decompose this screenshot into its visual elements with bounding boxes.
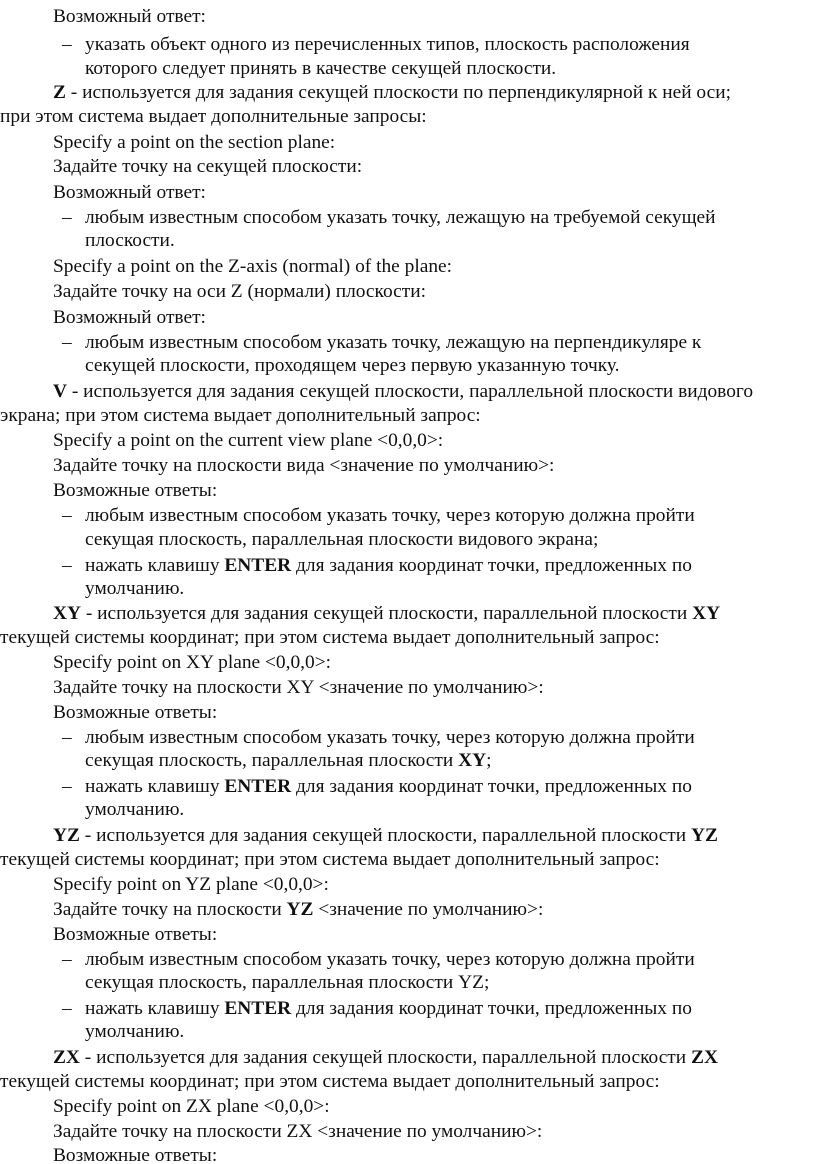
prompt-line: Specify a point on the section plane: bbox=[53, 132, 336, 153]
option-key: XY bbox=[53, 603, 82, 624]
text-line: Возможный ответ: bbox=[53, 307, 206, 328]
prompt-line: Specify point on ZX plane <0,0,0>: bbox=[53, 1096, 330, 1117]
list-item-text: любым известным способом указать точку, через которую должна пройти bbox=[85, 505, 695, 526]
list-item-text: любым известным способом указать точку, лежащую на перпендикуляре к bbox=[85, 332, 702, 353]
paragraph-line: текущей системы координат; при этом система выдает дополнительный запрос: bbox=[0, 1071, 660, 1092]
list-item-text: любым известным способом указать точку, через которую должна пройти bbox=[85, 949, 695, 970]
list-item-text: нажать клавишу ENTER для задания координат точки, предложенных по bbox=[85, 998, 692, 1019]
prompt-line: Specify a point on the Z-axis (normal) of the plane: bbox=[53, 256, 453, 277]
list-dash: – bbox=[62, 727, 72, 748]
option-key: V bbox=[53, 381, 68, 402]
list-dash: – bbox=[62, 34, 72, 55]
text-line: Возможные ответы: bbox=[53, 1145, 218, 1164]
prompt-line: Задайте точку на плоскости XY <значение по умолчанию>: bbox=[53, 677, 544, 698]
list-item-text: любым известным способом указать точку, лежащую на требуемой секущей bbox=[85, 207, 716, 228]
list-item-text: секущая плоскость, параллельная плоскости XY; bbox=[85, 750, 492, 771]
list-item-text: нажать клавишу ENTER для задания координат точки, предложенных по bbox=[85, 776, 692, 797]
list-dash: – bbox=[62, 949, 72, 970]
option-key: ZX bbox=[53, 1047, 80, 1068]
paragraph-line: текущей системы координат; при этом система выдает дополнительный запрос: bbox=[0, 849, 660, 870]
list-item-text: секущей плоскости, проходящем через первую указанную точку. bbox=[85, 355, 620, 376]
key-name: ENTER bbox=[224, 998, 292, 1019]
paragraph-line: Z - используется для задания секущей плоскости по перпендикулярной к ней оси; bbox=[53, 82, 731, 103]
prompt-line: Specify a point on the current view plane <0,0,0>: bbox=[53, 430, 444, 451]
prompt-line: Specify point on XY plane <0,0,0>: bbox=[53, 652, 332, 673]
prompt-line: Задайте точку на плоскости ZX <значение по умолчанию>: bbox=[53, 1121, 543, 1142]
text-line: Возможные ответы: bbox=[53, 924, 218, 945]
prompt-line: Specify point on YZ plane <0,0,0>: bbox=[53, 874, 329, 895]
list-dash: – bbox=[62, 505, 72, 526]
paragraph-line: ZX - используется для задания секущей плоскости, параллельной плоскости ZX bbox=[53, 1047, 718, 1068]
text-line: Возможные ответы: bbox=[53, 480, 218, 501]
paragraph-line: текущей системы координат; при этом система выдает дополнительный запрос: bbox=[0, 627, 660, 648]
list-item-text: плоскости. bbox=[85, 230, 175, 251]
list-item-text: указать объект одного из перечисленных типов, плоскость расположения bbox=[85, 34, 690, 55]
paragraph-line: при этом система выдает дополнительные запросы: bbox=[0, 106, 427, 127]
list-item-text: умолчанию. bbox=[85, 1021, 185, 1042]
paragraph-line: YZ - используется для задания секущей плоскости, параллельной плоскости YZ bbox=[53, 825, 718, 846]
list-item-text: любым известным способом указать точку, через которую должна пройти bbox=[85, 727, 695, 748]
list-dash: – bbox=[62, 776, 72, 797]
option-key: YZ bbox=[53, 825, 80, 846]
text-line: Возможные ответы: bbox=[53, 702, 218, 723]
list-item-text: которого следует принять в качестве секущей плоскости. bbox=[85, 58, 557, 79]
key-name: ENTER bbox=[224, 776, 292, 797]
text-line: Возможный ответ: bbox=[53, 6, 206, 27]
list-item-text: секущая плоскость, параллельная плоскости YZ; bbox=[85, 972, 490, 993]
list-dash: – bbox=[62, 998, 72, 1019]
text-line: Возможный ответ: bbox=[53, 182, 206, 203]
paragraph-line: экрана; при этом система выдает дополнительный запрос: bbox=[0, 405, 481, 426]
list-item-text: нажать клавишу ENTER для задания координат точки, предложенных по bbox=[85, 555, 692, 576]
prompt-line: Задайте точку на плоскости вида <значение по умолчанию>: bbox=[53, 455, 555, 476]
option-key: Z bbox=[53, 82, 66, 103]
list-item-text: умолчанию. bbox=[85, 799, 185, 820]
list-dash: – bbox=[62, 332, 72, 353]
prompt-line: Задайте точку на плоскости YZ <значение по умолчанию>: bbox=[53, 899, 544, 920]
paragraph-line: XY - используется для задания секущей плоскости, параллельной плоскости XY bbox=[53, 603, 721, 624]
list-item-text: секущая плоскость, параллельная плоскости видового экрана; bbox=[85, 529, 599, 550]
prompt-line: Задайте точку на секущей плоскости: bbox=[53, 156, 363, 177]
prompt-line: Задайте точку на оси Z (нормали) плоскости: bbox=[53, 281, 426, 302]
list-dash: – bbox=[62, 207, 72, 228]
list-item-text: умолчанию. bbox=[85, 578, 185, 599]
paragraph-line: V - используется для задания секущей плоскости, параллельной плоскости видового bbox=[53, 381, 754, 402]
key-name: ENTER bbox=[224, 555, 292, 576]
list-dash: – bbox=[62, 555, 72, 576]
